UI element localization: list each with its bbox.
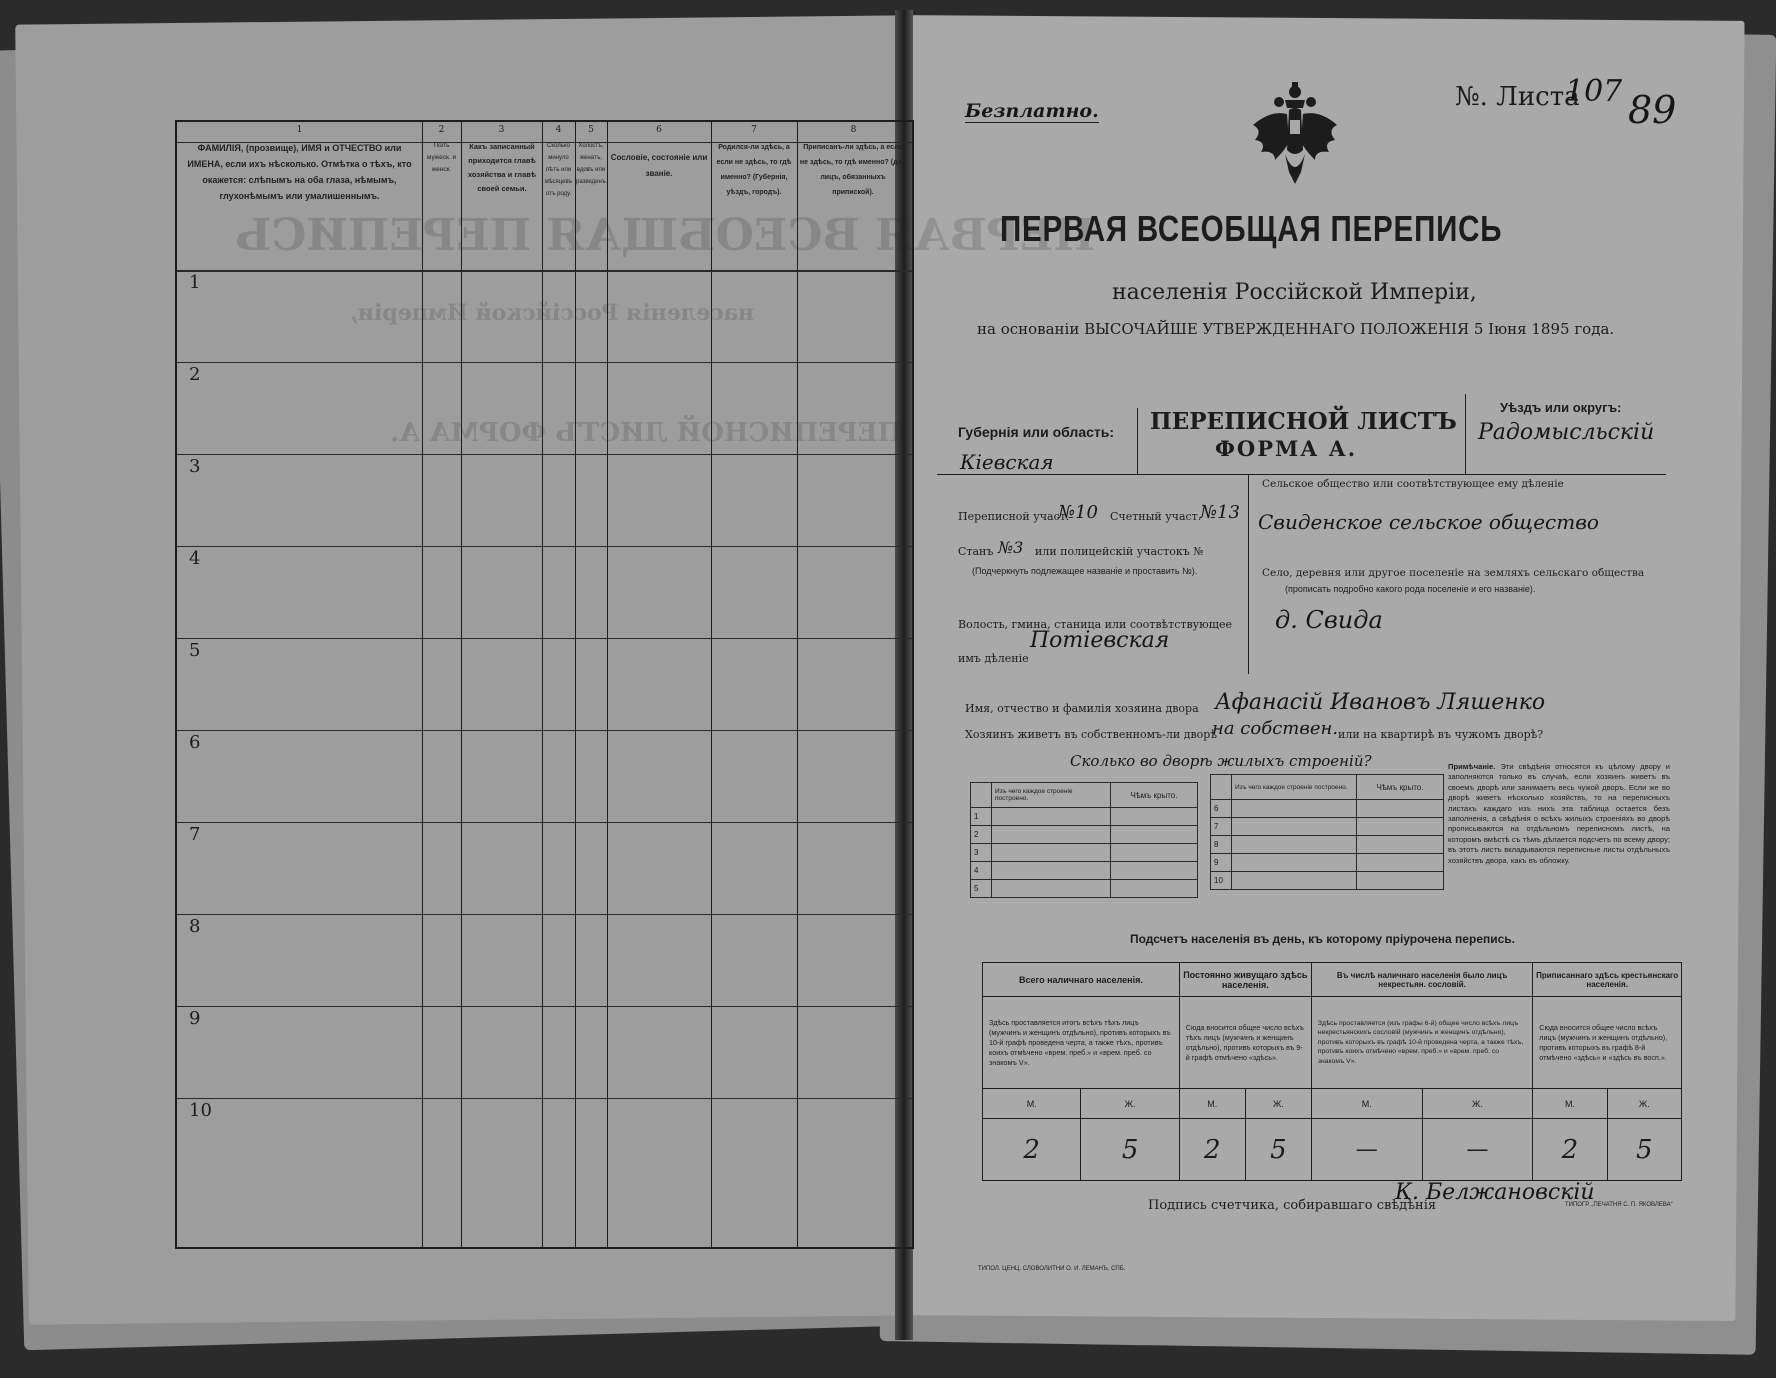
count-male-value: 2 — [1533, 1119, 1607, 1181]
row-number: 10 — [189, 1100, 212, 1121]
buildings-row: 10 — [1211, 872, 1232, 890]
col-header-6: Сословіе, состояніе или званіе. — [610, 153, 708, 178]
count-col-desc: Здѣсь проставляется (изъ графы 6-й) общее число всѣхъ лицъ некрестьянскихъ сословій (мужчинъ и женщинъ отдѣльно), противъ которыхъ въ графѣ 10-й проведена черта, а также тѣхъ, противъ коихъ отмѣчено «врем. преб.» и «врем. преб. со знакомъ V». — [1311, 997, 1532, 1089]
owner-value: Афанасій Ивановъ Ляшенко — [1215, 690, 1546, 715]
count-male-value: — — [1311, 1119, 1422, 1181]
row-number: 5 — [189, 640, 201, 661]
sheet-number-label: №. Листа — [1455, 82, 1580, 112]
male-label: М. — [1533, 1089, 1607, 1119]
count-female-value: — — [1422, 1119, 1533, 1181]
district-value: Радомысльскій — [1478, 420, 1655, 445]
female-label: Ж. — [1245, 1089, 1311, 1119]
row-number: 3 — [189, 456, 201, 477]
printer-right: ТИПОГР. „ПЕЧАТНЯ С. П. ЯКОВЛЕВА“ — [1565, 1202, 1673, 1208]
row-number: 9 — [189, 1008, 201, 1029]
buildings-col-material: Изъ чего каждое строеніе построено. — [992, 783, 1111, 808]
printer-left: ТИПОЛ. ЦЕНЦ. СЛОВОЛИТНИ О. И. ЛЕМАНЪ, СПБ. — [978, 1266, 1126, 1272]
buildings-row: 8 — [1211, 836, 1232, 854]
population-table — [982, 962, 1682, 1181]
stan-label: Станъ — [958, 545, 994, 558]
count-male-value: 2 — [1179, 1119, 1245, 1181]
ghost-title: ПЕРВАЯ ВСЕОБЩАЯ ПЕРЕПИСЬ — [235, 210, 1095, 261]
village-note: (прописать подробно какого рода поселеніе и его названіе). — [1285, 584, 1536, 594]
lives-label: Хозяинъ живетъ въ собственномъ-ли дворѣ — [965, 728, 1217, 741]
buildings-row: 5 — [971, 880, 992, 898]
ghost-sheet: ПЕРЕПИСНОЙ ЛИСТЪ ФОРМА А. — [390, 418, 903, 448]
col-num-1: 1 — [296, 125, 303, 135]
row-number: 4 — [189, 548, 201, 569]
buildings-row: 2 — [971, 826, 992, 844]
count-col-title: Въ числѣ наличнаго населенія было лицъ некрестьян. сословій. — [1311, 963, 1532, 997]
counting-section-label: Счетный участ. — [1110, 510, 1202, 523]
col-num-5: 5 — [588, 125, 594, 135]
form-subtitle: ФОРМА А. — [1215, 436, 1358, 461]
count-col-title: Приписаннаго здѣсь крестьянскаго населенія. — [1533, 963, 1682, 997]
note-block — [1448, 762, 1670, 866]
signature-value: К. Белжановскій — [1395, 1180, 1595, 1205]
lives-value: на собствен. — [1212, 718, 1339, 739]
col-num-6: 6 — [656, 125, 662, 135]
buildings-row: 7 — [1211, 818, 1232, 836]
census-grid — [175, 120, 914, 1249]
volost-label: Волость, гмина, станица или соотвѣтствующее имъ дѣленіе — [958, 618, 1232, 665]
province-label: Губернія или область: — [958, 424, 1115, 440]
society-label: Сельское общество или соотвѣтствующее ему дѣленіе — [1262, 478, 1564, 490]
count-col-title: Постоянно живущаго здѣсь населенія. — [1179, 963, 1311, 997]
female-label: Ж. — [1607, 1089, 1681, 1119]
note-label: Примѣчаніе. — [1448, 762, 1496, 771]
signature-label: Подпись счетчика, собиравшаго свѣдѣнія — [1148, 1198, 1437, 1213]
stan-value: №3 — [998, 538, 1024, 557]
col-header-8: Приписанъ-ли здѣсь, а если не здѣсь, то гдѣ именно? (для лицъ, обязанныхъ припиской). — [799, 144, 907, 196]
count-title: Подсчетъ населенія въ день, къ которому пріурочена перепись. — [1130, 932, 1515, 946]
male-label: М. — [1179, 1089, 1245, 1119]
counting-section-value: №13 — [1200, 502, 1240, 523]
buildings-table-left — [970, 782, 1198, 898]
count-female-value: 5 — [1081, 1119, 1179, 1181]
col-num-7: 7 — [751, 125, 757, 135]
ghost-subtitle: населенія Россійской Имперіи, — [350, 300, 754, 326]
page-title: ПЕРВАЯ ВСЕОБЩАЯ ПЕРЕПИСЬ — [1000, 208, 1503, 249]
buildings-col-roof: Чѣмъ крыто. — [1357, 775, 1444, 800]
buildings-table-right — [1210, 774, 1444, 890]
count-female-value: 5 — [1245, 1119, 1311, 1181]
col-header-7: Родился-ли здѣсь, а если не здѣсь, то гдѣ именно? (Губернія, уѣздъ, городъ). — [716, 144, 792, 196]
lives-tail: или на квартирѣ въ чужомъ дворѣ? — [1338, 728, 1544, 741]
volost-value: Потіевская — [1030, 628, 1170, 653]
row-number: 2 — [189, 364, 201, 385]
buildings-row: 9 — [1211, 854, 1232, 872]
male-label: М. — [1311, 1089, 1422, 1119]
col-num-4: 4 — [555, 125, 562, 135]
district-label: Уѣздъ или округъ: — [1500, 400, 1622, 415]
buildings-col-material: Изъ чего каждое строеніе построено. — [1232, 775, 1357, 800]
buildings-label: Сколько во дворѣ жилыхъ строеній? — [1070, 752, 1372, 770]
buildings-row: 3 — [971, 844, 992, 862]
buildings-row: 4 — [971, 862, 992, 880]
row-number: 7 — [189, 824, 201, 845]
page-subtitle: населенія Россійской Имперіи, — [1112, 280, 1477, 305]
male-label: М. — [983, 1089, 1081, 1119]
basis-line: на основаніи ВЫСОЧАЙШЕ УТВЕРЖДЕННАГО ПОЛОЖЕНІЯ 5 Іюня 1895 года. — [977, 320, 1615, 338]
col-header-5: Холостъ, женатъ, вдовъ или разведенъ. — [576, 143, 608, 185]
row-number: 1 — [189, 272, 201, 293]
female-label: Ж. — [1422, 1089, 1533, 1119]
archive-number: 89 — [1628, 88, 1677, 132]
buildings-col-roof: Чѣмъ крыто. — [1111, 783, 1198, 808]
note-text: Эти свѣдѣнія относятся къ цѣлому двору и заполняются только въ случаѣ, если хозяинъ живетъ въ своемъ дворѣ или занимаетъ весь чужой дворъ. Если же во дворѣ живетъ нѣсколько хозяйствъ, то на переписныхъ листахъ каждаго изъ нихъ эта таблица остается безъ заполненія, а свѣдѣнія о всѣхъ жилыхъ строеніяхъ во дворѣ прописываются на отдѣльномъ переписномъ листѣ, на которомъ вмѣстѣ съ тѣмъ дѣлается подсчетъ по всему двору; въ этотъ листъ вкладываются переписные листы отдѣльныхъ хозяйствъ двора, какъ въ обложку. — [1448, 762, 1670, 865]
col-header-3: Какъ записанный приходится главѣ хозяйства и главѣ своей семьи. — [467, 142, 537, 193]
col-num-3: 3 — [498, 125, 505, 135]
eagle-emblem-icon — [1245, 80, 1345, 190]
society-value: Свиденское сельское общество — [1258, 510, 1599, 534]
province-value: Кіевская — [960, 450, 1054, 474]
police-label: или полицейскій участокъ № — [1035, 545, 1204, 558]
count-col-desc: Сюда вносится общее число всѣхъ лицъ (мужчинъ и женщинъ отдѣльно), противъ которыхъ въ графѣ 8-й отмѣчено «здѣсь» и «здѣсь въ восп.». — [1533, 997, 1682, 1089]
female-label: Ж. — [1081, 1089, 1179, 1119]
count-col-desc: Сюда вносится общее число всѣхъ тѣхъ лицъ (мужчинъ и женщинъ отдѣльно), противъ которыхъ въ 9-й графѣ отмѣчено «здѣсь». — [1179, 997, 1311, 1089]
sheet-number-value: 107 — [1565, 74, 1623, 109]
census-section-label: Переписной участ. — [958, 510, 1070, 523]
header-rule — [937, 474, 1664, 475]
column-divider — [1248, 474, 1249, 674]
owner-label: Имя, отчество и фамилія хозяина двора — [965, 702, 1199, 715]
buildings-row: 6 — [1211, 800, 1232, 818]
census-section-value: №10 — [1058, 502, 1098, 523]
underline-note: (Подчеркнуть подлежащее названіе и проставить №). — [972, 566, 1198, 576]
free-label: Безплатно. — [965, 100, 1099, 122]
col-num-2: 2 — [438, 125, 445, 135]
count-col-title: Всего наличнаго населенія. — [983, 963, 1180, 997]
buildings-row: 1 — [971, 808, 992, 826]
form-title: ПЕРЕПИСНОЙ ЛИСТЪ — [1150, 408, 1457, 435]
village-value: д. Свида — [1275, 606, 1383, 634]
count-col-desc: Здѣсь проставляется итогъ всѣхъ тѣхъ лицъ (мужчинъ и женщинъ отдѣльно), противъ которыхъ въ 10-й графѣ проведена черта, а также тѣхъ, противъ коихъ отмѣчено «врем. преб.» и «врем. преб. со знакомъ V». — [983, 997, 1180, 1089]
count-female-value: 5 — [1607, 1119, 1681, 1181]
col-header-1: ФАМИЛІЯ, (прозвище), ИМЯ и ОТЧЕСТВО или ИМЕНА, если ихъ нѣсколько. Отмѣтка о тѣхъ, кто окажется: слѣпымъ на оба глаза, нѣмымъ, глухонѣмымъ или умалишеннымъ. — [187, 143, 412, 201]
col-num-8: 8 — [850, 125, 857, 135]
col-header-2: Полъ мужеск. и женск. — [426, 142, 457, 173]
village-label: Село, деревня или другое поселеніе на земляхъ сельскаго общества — [1262, 567, 1645, 579]
count-male-value: 2 — [983, 1119, 1081, 1181]
col-header-4: Сколько минуло лѣтъ или мѣсяцевъ отъ роду. — [544, 143, 573, 197]
row-number: 6 — [189, 732, 201, 753]
row-number: 8 — [189, 916, 201, 937]
